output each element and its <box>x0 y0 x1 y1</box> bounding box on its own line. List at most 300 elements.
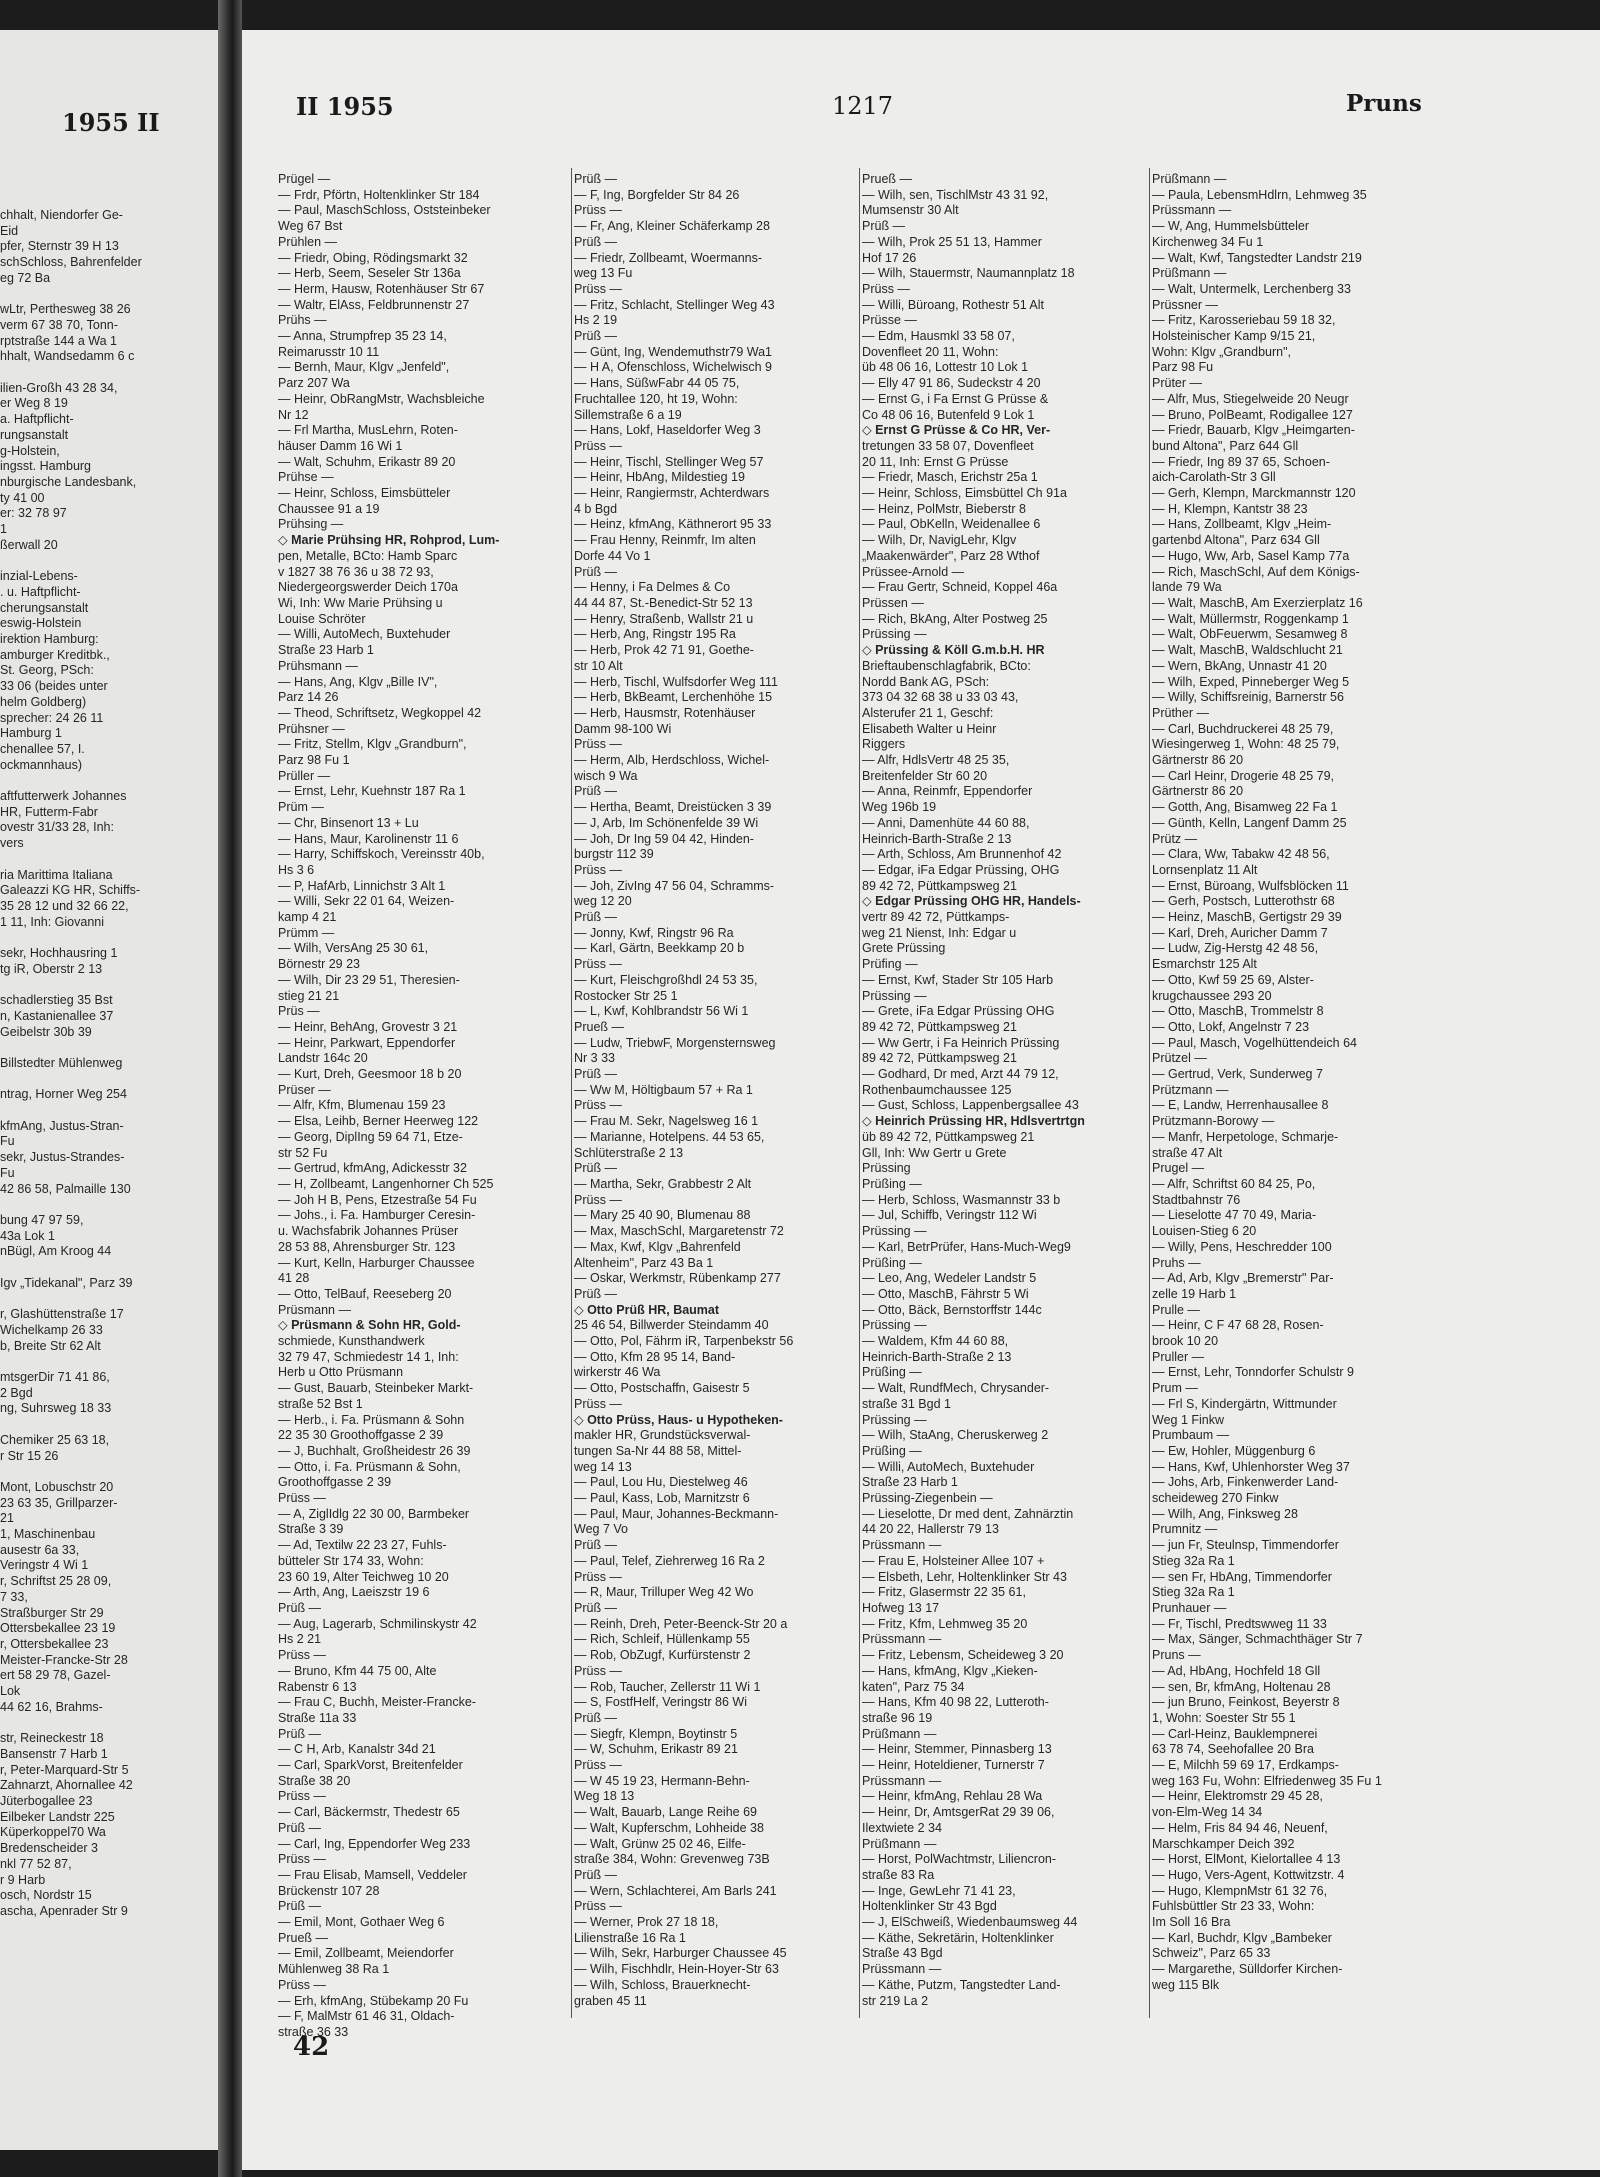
directory-line: — Wilh, Exped, Pinneberger Weg 5 <box>1152 674 1350 689</box>
directory-line: — Chr, Binsenort 13 + Lu <box>278 815 419 830</box>
directory-line: Prüssen — <box>862 595 924 610</box>
directory-line: bund Altona", Parz 644 Gll <box>1152 438 1299 453</box>
directory-line: — Bruno, PolBeamt, Rodigallee 127 <box>1152 407 1353 422</box>
directory-line: — Willi, Sekr 22 01 64, Weizen- <box>278 894 455 909</box>
directory-line: — Ew, Hohler, Müggenburg 6 <box>1152 1443 1316 1458</box>
directory-line: — Oskar, Werkmstr, Rübenkamp 277 <box>574 1271 781 1286</box>
directory-line: — Heinr, Schloss, Eimsbütteler <box>278 486 451 501</box>
directory-line: Weg 67 Bst <box>278 219 343 234</box>
directory-line: nburgische Landesbank, <box>0 474 137 489</box>
directory-line: straße 384, Wohn: Grevenweg 73B <box>574 1852 770 1867</box>
directory-line: Prühse — <box>278 470 334 485</box>
directory-line: — Fr, Tischl, Predtswweg 11 33 <box>1152 1616 1327 1631</box>
directory-line: Prüss — <box>574 438 622 453</box>
directory-line: straße 52 Bst 1 <box>278 1396 363 1411</box>
left-page-column <box>0 208 218 1920</box>
directory-line: — Wilh, Schloss, Brauerknecht- <box>574 1977 751 1992</box>
directory-line: Nordd Bank AG, PSch: <box>862 674 990 689</box>
directory-line: ntrag, Horner Weg 254 <box>0 1087 127 1102</box>
directory-line <box>0 977 218 993</box>
directory-line: — J, Buchhalt, Großheidestr 26 39 <box>278 1443 471 1458</box>
directory-line: — W, Ang, Hummelsbütteler <box>1152 219 1310 234</box>
directory-line: — Paul, MaschSchloss, Oststeinbeker <box>278 203 491 218</box>
directory-line: Ottersbekallee 23 19 <box>0 1621 116 1636</box>
directory-line: Straße 38 20 <box>278 1773 351 1788</box>
directory-line: ◇ Marie Prühsing HR, Rohprod, Lum- <box>278 533 500 548</box>
directory-line: ◇ Ernst G Prüsse & Co HR, Ver- <box>862 423 1051 438</box>
directory-line: Prüß — <box>278 1726 322 1741</box>
directory-line: Prüter — <box>1152 376 1203 391</box>
directory-line: Prüss — <box>862 281 910 296</box>
directory-line: str, Reineckestr 18 <box>0 1731 104 1746</box>
directory-line: Prüß — <box>574 172 618 186</box>
directory-line: — Wilh, Dr, NavigLehr, Klgv <box>862 533 1017 548</box>
directory-line: — H, Klempn, Kantstr 38 23 <box>1152 501 1308 516</box>
directory-line: Prüss — <box>278 1977 326 1992</box>
directory-line: Mühlenweg 38 Ra 1 <box>278 1962 390 1977</box>
directory-line: — Frau Elisab, Mamsell, Veddeler <box>278 1867 467 1882</box>
directory-line: — Joh, ZivIng 47 56 04, Schramms- <box>574 878 775 893</box>
directory-line: — Paul, Maur, Johannes-Beckmann- <box>574 1506 779 1521</box>
directory-line: Alsterufer 21 1, Geschf: <box>862 705 994 720</box>
directory-line: — Willi, AutoMech, Buxtehuder <box>278 627 451 642</box>
directory-line: — Heinr, Hoteldiener, Turnerstr 7 <box>862 1758 1045 1773</box>
directory-line: — Margarethe, Sülldorfer Kirchen- <box>1152 1962 1343 1977</box>
directory-line: Im Soll 16 Bra <box>1152 1915 1231 1930</box>
directory-line: Hof 17 26 <box>862 250 917 265</box>
directory-line: g-Holstein, <box>0 443 60 458</box>
directory-line: 44 20 22, Hallerstr 79 13 <box>862 1522 999 1537</box>
directory-line: 22 35 30 Groothoffgasse 2 39 <box>278 1428 444 1443</box>
directory-line: Prüßing — <box>862 1177 922 1191</box>
directory-line: — Wilh, Prok 25 51 13, Hammer <box>862 234 1042 249</box>
directory-line: u. Wachsfabrik Johannes Prüser <box>278 1224 459 1239</box>
directory-line: 21 <box>0 1511 14 1526</box>
directory-line: Eilbeker Landstr 225 <box>0 1809 115 1824</box>
directory-line: — Horst, ElMont, Kielortallee 4 13 <box>1152 1852 1341 1867</box>
directory-line <box>0 1417 218 1433</box>
directory-line: Prunhauer — <box>1152 1600 1227 1615</box>
directory-line: — Gerh, Postsch, Lutterothstr 68 <box>1152 894 1335 909</box>
directory-line: rptstraße 144 a Wa 1 <box>0 333 117 348</box>
directory-line: — Walt, Grünw 25 02 46, Eilfe- <box>574 1836 746 1851</box>
directory-line: — Hans, kfmAng, Klgv „Kieken- <box>862 1663 1038 1678</box>
directory-line: — Siegfr, Klempn, Boytinstr 5 <box>574 1726 738 1741</box>
directory-line: Groothoffgasse 2 39 <box>278 1475 392 1490</box>
directory-line: Nr 3 33 <box>574 1051 615 1066</box>
directory-line: — Mary 25 40 90, Blumenau 88 <box>574 1208 751 1223</box>
directory-line: — P, HafArb, Linnichstr 3 Alt 1 <box>278 878 446 893</box>
directory-line: — Friedr, Ing 89 37 65, Schoen- <box>1152 454 1330 469</box>
directory-line: — Heinr, BehAng, Grovestr 3 21 <box>278 1019 458 1034</box>
directory-line: 7 33, <box>0 1589 28 1604</box>
directory-line: schmiede, Kunsthandwerk <box>278 1334 425 1349</box>
directory-line: Sillemstraße 6 a 19 <box>574 407 682 422</box>
directory-line: — Herb, Seem, Seseler Str 136a <box>278 266 461 281</box>
directory-line: — Wilh, VersAng 25 30 61, <box>278 941 429 956</box>
directory-line: 89 42 72, Püttkampsweg 21 <box>862 1051 1017 1066</box>
directory-line: — Willy, Pens, Heschredder 100 <box>1152 1239 1332 1254</box>
directory-line: Prüller — <box>278 768 331 783</box>
directory-line: Prüß — <box>574 1161 618 1176</box>
directory-line: Prüssing <box>862 1161 911 1176</box>
directory-line: Prüss — <box>574 1192 622 1207</box>
directory-line: Prühsing — <box>278 517 344 532</box>
directory-line: graben 45 11 <box>574 1993 647 2008</box>
directory-line: Prüssing — <box>862 1318 927 1333</box>
directory-line: — Walt, Müllermstr, Roggenkamp 1 <box>1152 611 1349 626</box>
directory-line: Damm 98-100 Wi <box>574 721 672 736</box>
directory-line: — Werner, Prok 27 18 18, <box>574 1915 719 1930</box>
directory-line: — Elsbeth, Lehr, Holtenklinker Str 43 <box>862 1569 1067 1584</box>
directory-line: r, Peter-Marquard-Str 5 <box>0 1762 129 1777</box>
directory-line <box>0 930 218 946</box>
directory-line: 35 28 12 und 32 66 22, <box>0 898 129 913</box>
directory-line: Prüß — <box>574 784 618 799</box>
directory-line: — Heinr, C F 47 68 28, Rosen- <box>1152 1318 1324 1333</box>
directory-line: — Alfr, Kfm, Blumenau 159 23 <box>278 1098 446 1113</box>
directory-line: Straße 3 39 <box>278 1522 344 1537</box>
directory-line: Landstr 164c 20 <box>278 1051 368 1066</box>
directory-line: 33 06 (beides unter <box>0 679 108 694</box>
directory-line: — Frau Gertr, Schneid, Koppel 46a <box>862 580 1058 595</box>
directory-line: — Arth, Schloss, Am Brunnenhof 42 <box>862 847 1062 862</box>
directory-line: katen", Parz 75 34 <box>862 1679 965 1694</box>
directory-line: ascha, Apenrader Str 9 <box>0 1903 128 1918</box>
directory-line: HR, Futterm-Fabr <box>0 804 98 819</box>
directory-line: — Alfr, Mus, Stiegelweide 20 Neugr <box>1152 391 1349 406</box>
directory-line: r 9 Harb <box>0 1872 46 1887</box>
directory-line: — Leo, Ang, Wedeler Landstr 5 <box>862 1271 1037 1286</box>
directory-line: Mumsenstr 30 Alt <box>862 203 959 218</box>
directory-line: Prüß — <box>574 1600 618 1615</box>
directory-line: von-Elm-Weg 14 34 <box>1152 1805 1263 1820</box>
directory-line: Prüssmann — <box>862 1962 942 1977</box>
directory-line: Louise Schröter <box>278 611 366 626</box>
directory-line: — Wilh, StaAng, Cheruskerweg 2 <box>862 1428 1049 1443</box>
directory-line: — Karl, Buchdr, Klgv „Bambeker <box>1152 1930 1332 1945</box>
directory-line: — Paul, Kass, Lob, Marnitzstr 6 <box>574 1491 750 1506</box>
directory-line: — Elly 47 91 86, Sudeckstr 4 20 <box>862 376 1041 391</box>
directory-line: — Ww M, Höltigbaum 57 + Ra 1 <box>574 1082 753 1097</box>
directory-line: — R, Maur, Trilluper Weg 42 Wo <box>574 1585 754 1600</box>
directory-line: r, Schriftst 25 28 09, <box>0 1574 112 1589</box>
directory-line: Dovenfleet 20 11, Wohn: <box>862 344 999 359</box>
directory-line: üb 48 06 16, Lottestr 10 Lok 1 <box>862 360 1029 375</box>
directory-line: — Ernst, Lehr, Tonndorfer Schulstr 9 <box>1152 1365 1354 1380</box>
directory-line: Nr 12 <box>278 407 309 422</box>
directory-line: — Paul, Masch, Vogelhüttendeich 64 <box>1152 1035 1357 1050</box>
directory-line: Grete Prüssing <box>862 941 946 956</box>
directory-line: pen, Metalle, BCto: Hamb Sparc <box>278 548 458 563</box>
directory-line: Prüs — <box>278 1004 320 1019</box>
directory-line: sekr, Justus-Strandes- <box>0 1150 125 1165</box>
directory-line: Prüss — <box>574 281 622 296</box>
directory-line: — Herb., i. Fa. Prüsmann & Sohn <box>278 1412 465 1427</box>
directory-line: — Max, Sänger, Schmachthäger Str 7 <box>1152 1632 1363 1647</box>
directory-line <box>0 1103 218 1119</box>
directory-line: osch, Nordstr 15 <box>0 1888 92 1903</box>
directory-line: — Otto, Kfm 28 95 14, Band- <box>574 1349 736 1364</box>
directory-line: Prüss — <box>574 203 622 218</box>
directory-line: wisch 9 Wa <box>574 768 638 783</box>
directory-line: Prühsner — <box>278 721 345 736</box>
directory-line: Gll, Inh: Ww Gertr u Grete <box>862 1145 1007 1160</box>
directory-line: — F, MalMstr 61 46 31, Oldach- <box>278 2009 455 2024</box>
directory-line: — Heinz, kfmAng, Käthnerort 95 33 <box>574 517 772 532</box>
directory-line: Prüß — <box>574 1286 618 1301</box>
directory-line: — Karl, Gärtn, Beekkamp 20 b <box>574 941 745 956</box>
directory-line: ◇ Edgar Prüssing OHG HR, Handels- <box>862 894 1081 909</box>
directory-line: — Ludw, Zig-Herstg 42 48 56, <box>1152 941 1319 956</box>
directory-line: 89 42 72, Püttkampsweg 21 <box>862 1019 1017 1034</box>
directory-line: — Walt, MaschB, Waldschlucht 21 <box>1152 643 1343 658</box>
directory-line: — Gust, Schloss, Lappenbergsallee 43 <box>862 1098 1079 1113</box>
directory-line: Prüss — <box>278 1491 326 1506</box>
directory-line: Prüssing — <box>862 988 927 1003</box>
directory-line: 89 42 72, Püttkampsweg 21 <box>862 878 1017 893</box>
directory-line: chhalt, Niendorfer Ge- <box>0 208 123 222</box>
directory-line: Riggers <box>862 737 906 752</box>
directory-line: — Herb, Prok 42 71 91, Goethe- <box>574 643 754 658</box>
directory-line: Esmarchstr 125 Alt <box>1152 957 1257 972</box>
directory-line: inzial-Lebens- <box>0 569 78 584</box>
directory-line: — Gerh, Klempn, Marckmannstr 120 <box>1152 486 1356 501</box>
directory-line: — Otto, Bäck, Bernstorffstr 144c <box>862 1302 1042 1317</box>
directory-line: Zahnarzt, Ahornallee 42 <box>0 1778 133 1793</box>
directory-line: — Martha, Sekr, Grabbestr 2 Alt <box>574 1177 752 1191</box>
directory-line: — Hans, Zollbeamt, Klgv „Heim- <box>1152 517 1332 532</box>
directory-line: — Jul, Schiffb, Veringstr 112 Wi <box>862 1208 1037 1223</box>
book-gutter <box>218 0 242 2177</box>
directory-line: Breitenfelder Str 60 20 <box>862 768 988 783</box>
directory-line: — Heinr, HbAng, Mildestieg 19 <box>574 470 745 485</box>
directory-line: Stieg 32a Ra 1 <box>1152 1585 1235 1600</box>
directory-line: Prüss — <box>278 1789 326 1804</box>
directory-line: Stadtbahnstr 76 <box>1152 1192 1241 1207</box>
directory-line: Schlüterstraße 2 13 <box>574 1145 684 1160</box>
directory-line: Prüm — <box>278 800 324 815</box>
directory-line: Parz 14 26 <box>278 690 339 705</box>
directory-column-2 <box>574 172 860 2009</box>
directory-line: ◇ Prüssing & Köll G.m.b.H. HR <box>862 643 1045 658</box>
directory-line: Prüss — <box>278 1852 326 1867</box>
directory-line: — Otto, Postschaffn, Gaisestr 5 <box>574 1381 750 1396</box>
directory-line: Küperkoppel70 Wa <box>0 1825 106 1840</box>
directory-line: ockmannhaus) <box>0 757 82 772</box>
directory-line: stieg 21 21 <box>278 988 340 1003</box>
directory-line: — Ernst G, i Fa Ernst G Prüsse & <box>862 391 1049 406</box>
directory-line: Prüß — <box>574 234 618 249</box>
directory-line: Prüss — <box>574 1396 622 1411</box>
directory-line: Chemiker 25 63 18, <box>0 1432 110 1447</box>
directory-line: vertr 89 42 72, Püttkamps- <box>862 910 1010 925</box>
directory-line: — Walt, ObFeuerwm, Sesamweg 8 <box>1152 627 1348 642</box>
directory-line: bung 47 97 59, <box>0 1213 84 1227</box>
directory-line: tg iR, Oberstr 2 13 <box>0 961 103 976</box>
directory-line: ingsst. Hamburg <box>0 459 92 474</box>
directory-line: Hs 2 21 <box>278 1632 322 1647</box>
directory-line: — Kurt, Dreh, Geesmoor 18 b 20 <box>278 1067 462 1082</box>
directory-column-3 <box>862 172 1148 2009</box>
directory-line: Weg 7 Vo <box>574 1522 628 1537</box>
directory-line: — Frau Henny, Reinmfr, Im alten <box>574 533 756 548</box>
directory-line: — Käthe, Sekretärin, Holtenklinker <box>862 1930 1054 1945</box>
directory-line: — Fritz, Kfm, Lehmweg 35 20 <box>862 1616 1028 1631</box>
directory-line: Parz 207 Wa <box>278 376 350 391</box>
running-header-keyword: Pruns <box>1346 90 1422 117</box>
directory-line: Prüsse — <box>862 313 917 328</box>
directory-line: Fu <box>0 1165 15 1180</box>
directory-line: — Grete, iFa Edgar Prüssing OHG <box>862 1004 1055 1019</box>
directory-line: — Ww Gertr, i Fa Heinrich Prüssing <box>862 1035 1060 1050</box>
directory-line: r, Glashüttenstraße 17 <box>0 1307 124 1322</box>
directory-line: . u. Haftpflicht- <box>0 584 81 599</box>
directory-line: 63 78 74, Seehofallee 20 Bra <box>1152 1742 1314 1757</box>
directory-line: — Anna, Reinmfr, Eppendorfer <box>862 784 1033 799</box>
directory-line: 373 04 32 68 38 u 33 03 43, <box>862 690 1019 705</box>
directory-line: — F, Ing, Borgfelder Str 84 26 <box>574 187 740 202</box>
directory-line: gartenbd Altona", Parz 634 Gll <box>1152 533 1320 548</box>
directory-line: Wiesingerweg 1, Wohn: 48 25 79, <box>1152 737 1340 752</box>
directory-line: — S, FostfHelf, Veringstr 86 Wi <box>574 1695 747 1710</box>
directory-line: üb 89 42 72, Püttkampsweg 21 <box>862 1129 1035 1144</box>
directory-line: — Fritz, Stellm, Klgv „Grandburn", <box>278 737 467 752</box>
directory-line: — Walt, MaschB, Am Exerzierplatz 16 <box>1152 595 1363 610</box>
directory-line: — Johs., i. Fa. Hamburger Ceresin- <box>278 1208 476 1223</box>
column-divider <box>1149 168 1150 2018</box>
directory-line: aftfutterwerk Johannes <box>0 789 127 804</box>
directory-line: Pruhs — <box>1152 1255 1201 1270</box>
directory-line: — Horst, PolWachtmstr, Liliencron- <box>862 1852 1057 1867</box>
directory-line: a. Haftpflicht- <box>0 412 74 427</box>
directory-line: Hs 2 19 <box>574 313 618 328</box>
directory-line: — Wilh, Fischhdlr, Hein-Hoyer-Str 63 <box>574 1962 779 1977</box>
directory-line: ßerwall 20 <box>0 537 58 552</box>
directory-line: — Otto, Kwf 59 25 69, Alster- <box>1152 972 1314 987</box>
directory-line: Parz 98 Fu <box>1152 360 1214 375</box>
directory-line: — Heinr, Dr, AmtsgerRat 29 39 06, <box>862 1805 1055 1820</box>
directory-line: — Friedr, Zollbeamt, Woermanns- <box>574 250 763 265</box>
directory-line: Prüßing — <box>862 1443 922 1458</box>
directory-line: aich-Carolath-Str 3 Gll <box>1152 470 1276 485</box>
directory-line: — Gertrud, Verk, Sunderweg 7 <box>1152 1067 1323 1082</box>
directory-line: Straße 23 Harb 1 <box>278 643 374 658</box>
directory-line: — Heinr, ObRangMstr, Wachsbleiche <box>278 391 485 406</box>
directory-line: — Heinr, Elektromstr 29 45 28, <box>1152 1789 1323 1804</box>
directory-line: Pruns — <box>1152 1648 1201 1663</box>
directory-line: eswig-Holstein <box>0 616 82 631</box>
directory-line: Gärtnerstr 86 20 <box>1152 753 1244 768</box>
directory-line: Prüss — <box>574 957 622 972</box>
directory-line: straße 36 33 <box>278 2024 349 2039</box>
directory-line: — Ad, HbAng, Hochfeld 18 Gll <box>1152 1663 1321 1678</box>
directory-line: cherungsanstalt <box>0 600 89 615</box>
directory-line: weg 13 Fu <box>574 266 633 281</box>
directory-line: — Joh, Dr Ing 59 04 42, Hinden- <box>574 831 754 846</box>
directory-line: tretungen 33 58 07, Dovenfleet <box>862 438 1034 453</box>
directory-line: Kirchenweg 34 Fu 1 <box>1152 234 1264 249</box>
directory-line: Straße 23 Harb 1 <box>862 1475 958 1490</box>
directory-line: — Herb, BkBeamt, Lerchenhöhe 15 <box>574 690 773 705</box>
directory-line: — Frau C, Buchh, Meister-Francke- <box>278 1695 476 1710</box>
directory-line: Prüß — <box>278 1600 322 1615</box>
directory-line <box>0 1464 218 1480</box>
directory-line: Herb u Otto Prüsmann <box>278 1365 404 1380</box>
directory-line: Prüssee-Arnold — <box>862 564 965 579</box>
directory-line: helm Goldberg) <box>0 694 87 709</box>
directory-line: schadlerstieg 35 Bst <box>0 993 113 1008</box>
directory-line: — Willy, Schiffsreinig, Barnerstr 56 <box>1152 690 1344 705</box>
directory-line: „Maakenwärder", Parz 28 Wthof <box>862 548 1040 563</box>
directory-line <box>0 773 218 789</box>
directory-line: Reimarusstr 10 11 <box>278 344 380 359</box>
directory-line: Heinrich-Barth-Straße 2 13 <box>862 831 1012 846</box>
directory-line: — Marianne, Hotelpens. 44 53 65, <box>574 1129 765 1144</box>
directory-line: Hs 3 6 <box>278 862 315 877</box>
directory-line: — Georg, DiplIng 59 64 71, Etze- <box>278 1129 463 1144</box>
directory-line: ◇ Prüsmann & Sohn HR, Gold- <box>278 1318 461 1333</box>
directory-line: — Reinh, Dreh, Peter-Beenck-Str 20 a <box>574 1616 788 1631</box>
directory-line: straße 96 19 <box>862 1710 933 1725</box>
directory-line: — Hans, Kwf, Uhlenhorster Weg 37 <box>1152 1459 1350 1474</box>
directory-line <box>0 1260 218 1276</box>
directory-line: Prüß — <box>574 1538 618 1553</box>
directory-line: — Walt, Bauarb, Lange Reihe 69 <box>574 1805 757 1820</box>
directory-line: — Frdr, Pförtn, Holtenklinker Str 184 <box>278 187 480 202</box>
directory-line: kamp 4 21 <box>278 910 337 925</box>
directory-line: Rothenbaumchaussee 125 <box>862 1082 1012 1097</box>
directory-line: tungen Sa-Nr 44 88 58, Mittel- <box>574 1443 742 1458</box>
directory-line: Prumnitz — <box>1152 1522 1218 1537</box>
directory-line: — Walt, Kwf, Tangstedter Landstr 219 <box>1152 250 1362 265</box>
directory-line: 42 86 58, Palmaille 130 <box>0 1181 131 1196</box>
directory-line: ovestr 31/33 28, Inh: <box>0 820 114 835</box>
directory-line: ria Marittima Italiana <box>0 867 113 882</box>
directory-line: — Heinr, Schloss, Eimsbüttel Ch 91a <box>862 486 1067 501</box>
directory-column-4 <box>1152 172 1438 1994</box>
directory-line: — H, Zollbeamt, Langenhorner Ch 525 <box>278 1177 494 1191</box>
directory-line: — Waltr, ElAss, Feldbrunnenstr 27 <box>278 297 470 312</box>
directory-line: — Wilh, sen, TischlMstr 43 31 92, <box>862 187 1049 202</box>
directory-line: — Fr, Ang, Kleiner Schäferkamp 28 <box>574 219 770 234</box>
directory-line: 41 28 <box>278 1271 310 1286</box>
directory-line: nkl 77 52 87, <box>0 1856 72 1871</box>
directory-line: bütteler Str 174 33, Wohn: <box>278 1553 424 1568</box>
directory-line: Prüsmann — <box>278 1302 351 1317</box>
directory-line <box>0 1354 218 1370</box>
directory-line: Prum — <box>1152 1381 1198 1396</box>
directory-line: ty 41 00 <box>0 490 45 505</box>
directory-line: — Carl, Buchdruckerei 48 25 79, <box>1152 721 1334 736</box>
directory-line: 32 79 47, Schmiedestr 14 1, Inh: <box>278 1349 459 1364</box>
directory-line: — Inge, GewLehr 71 41 23, <box>862 1883 1016 1898</box>
directory-line: — Hugo, KlempnMstr 61 32 76, <box>1152 1883 1328 1898</box>
column-divider <box>571 168 572 2018</box>
directory-line: — Günt, Ing, Wendemuthstr79 Wa1 <box>574 344 773 359</box>
directory-line: hhalt, Wandsedamm 6 c <box>0 349 135 364</box>
directory-line: Prüssmann — <box>862 1773 942 1788</box>
directory-line: Prützmann — <box>1152 1082 1229 1097</box>
directory-line: 23 63 35, Grillparzer- <box>0 1495 118 1510</box>
directory-line: Dorfe 44 Vo 1 <box>574 548 651 563</box>
directory-line: r Str 15 26 <box>0 1448 59 1463</box>
directory-line: Prühs — <box>278 313 327 328</box>
directory-line: Prüssing — <box>862 1412 927 1427</box>
directory-line: — Rich, MaschSchl, Auf dem Königs- <box>1152 564 1360 579</box>
directory-line: Prüther — <box>1152 705 1209 720</box>
directory-line: — Joh H B, Pens, Etzestraße 54 Fu <box>278 1192 477 1207</box>
